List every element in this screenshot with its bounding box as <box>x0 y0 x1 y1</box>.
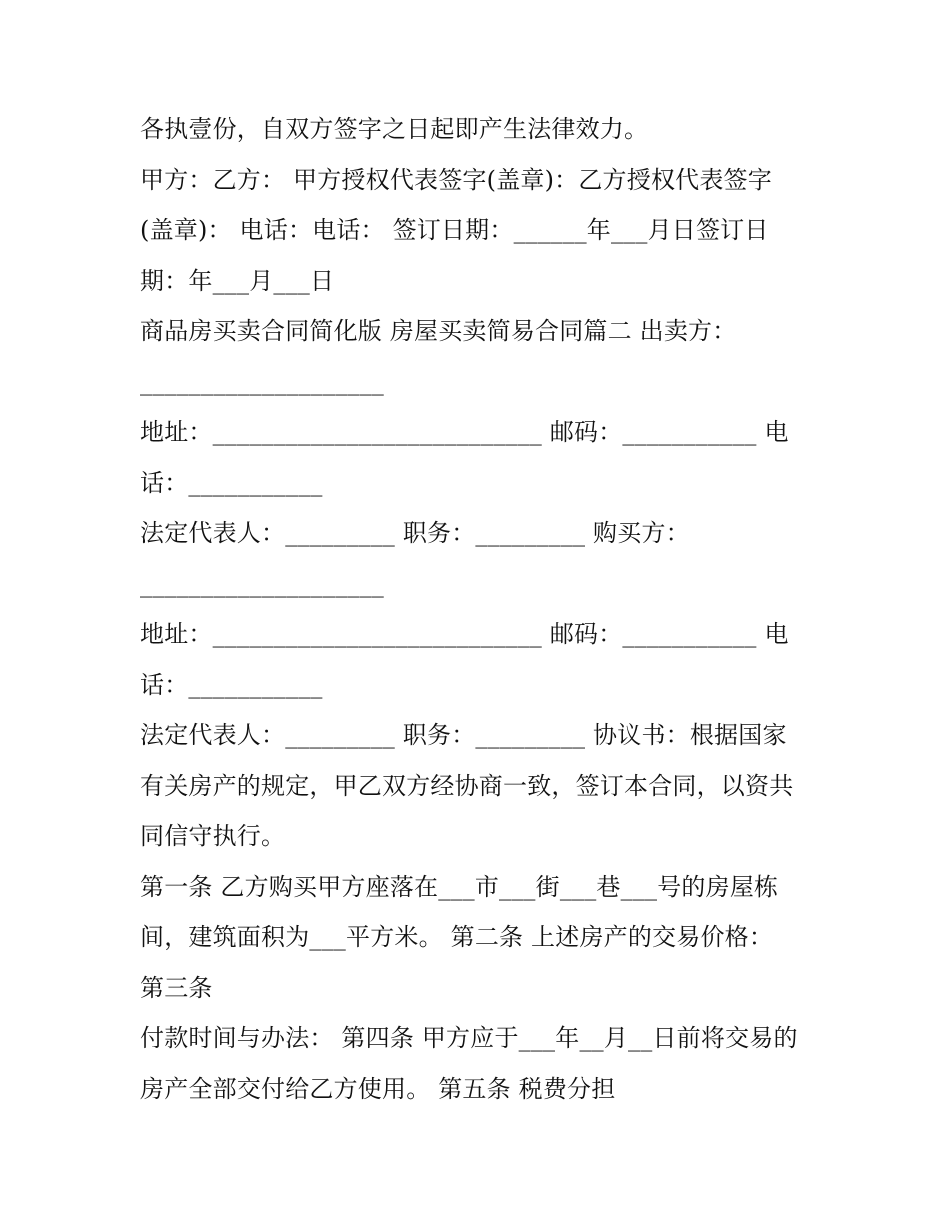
text-line: 付款时间与办法： 第四条 甲方应于___年__月__日前将交易的 <box>140 1024 798 1052</box>
text-line: 同信守执行。 <box>140 822 286 850</box>
text-line: 甲方：乙方： 甲方授权代表签字(盖章)：乙方授权代表签字 <box>140 165 772 194</box>
text-line: 间，建筑面积为___平方米。 第二条 上述房产的交易价格： <box>140 923 774 951</box>
text-line: 房产全部交付给乙方使用。 第五条 税费分担 <box>140 1074 616 1103</box>
document-body <box>140 104 830 1114</box>
text-line: 各执壹份，自双方签字之日起即产生法律效力。 <box>140 115 649 143</box>
text-line: 话：___________ <box>140 468 323 497</box>
text-line: 第三条 <box>140 973 213 1002</box>
text-line: 商品房买卖合同简化版 房屋买卖简易合同篇二 出卖方： <box>140 317 737 345</box>
text-line: 话：___________ <box>140 670 323 699</box>
text-line: 有关房产的规定，甲乙双方经协商一致，签订本合同，以资共 <box>140 771 794 800</box>
text-line: 地址：___________________________ 邮码：___________ 电 <box>140 418 789 446</box>
text-line: ____________________ <box>140 367 384 396</box>
text-line: 第一条 乙方购买甲方座落在___市___街___巷___号的房屋栋 <box>140 872 779 901</box>
text-line: 法定代表人：_________ 职务：_________ 协议书：根据国家 <box>140 721 787 749</box>
text-line: (盖章)： 电话：电话： 签订日期：______年___月日签订日 <box>140 216 769 244</box>
text-line: 期：年___月___日 <box>140 266 335 295</box>
text-line: 地址：___________________________ 邮码：___________ 电 <box>140 620 789 648</box>
text-line: 法定代表人：_________ 职务：_________ 购买方： <box>140 519 690 547</box>
text-line: ____________________ <box>140 569 384 598</box>
